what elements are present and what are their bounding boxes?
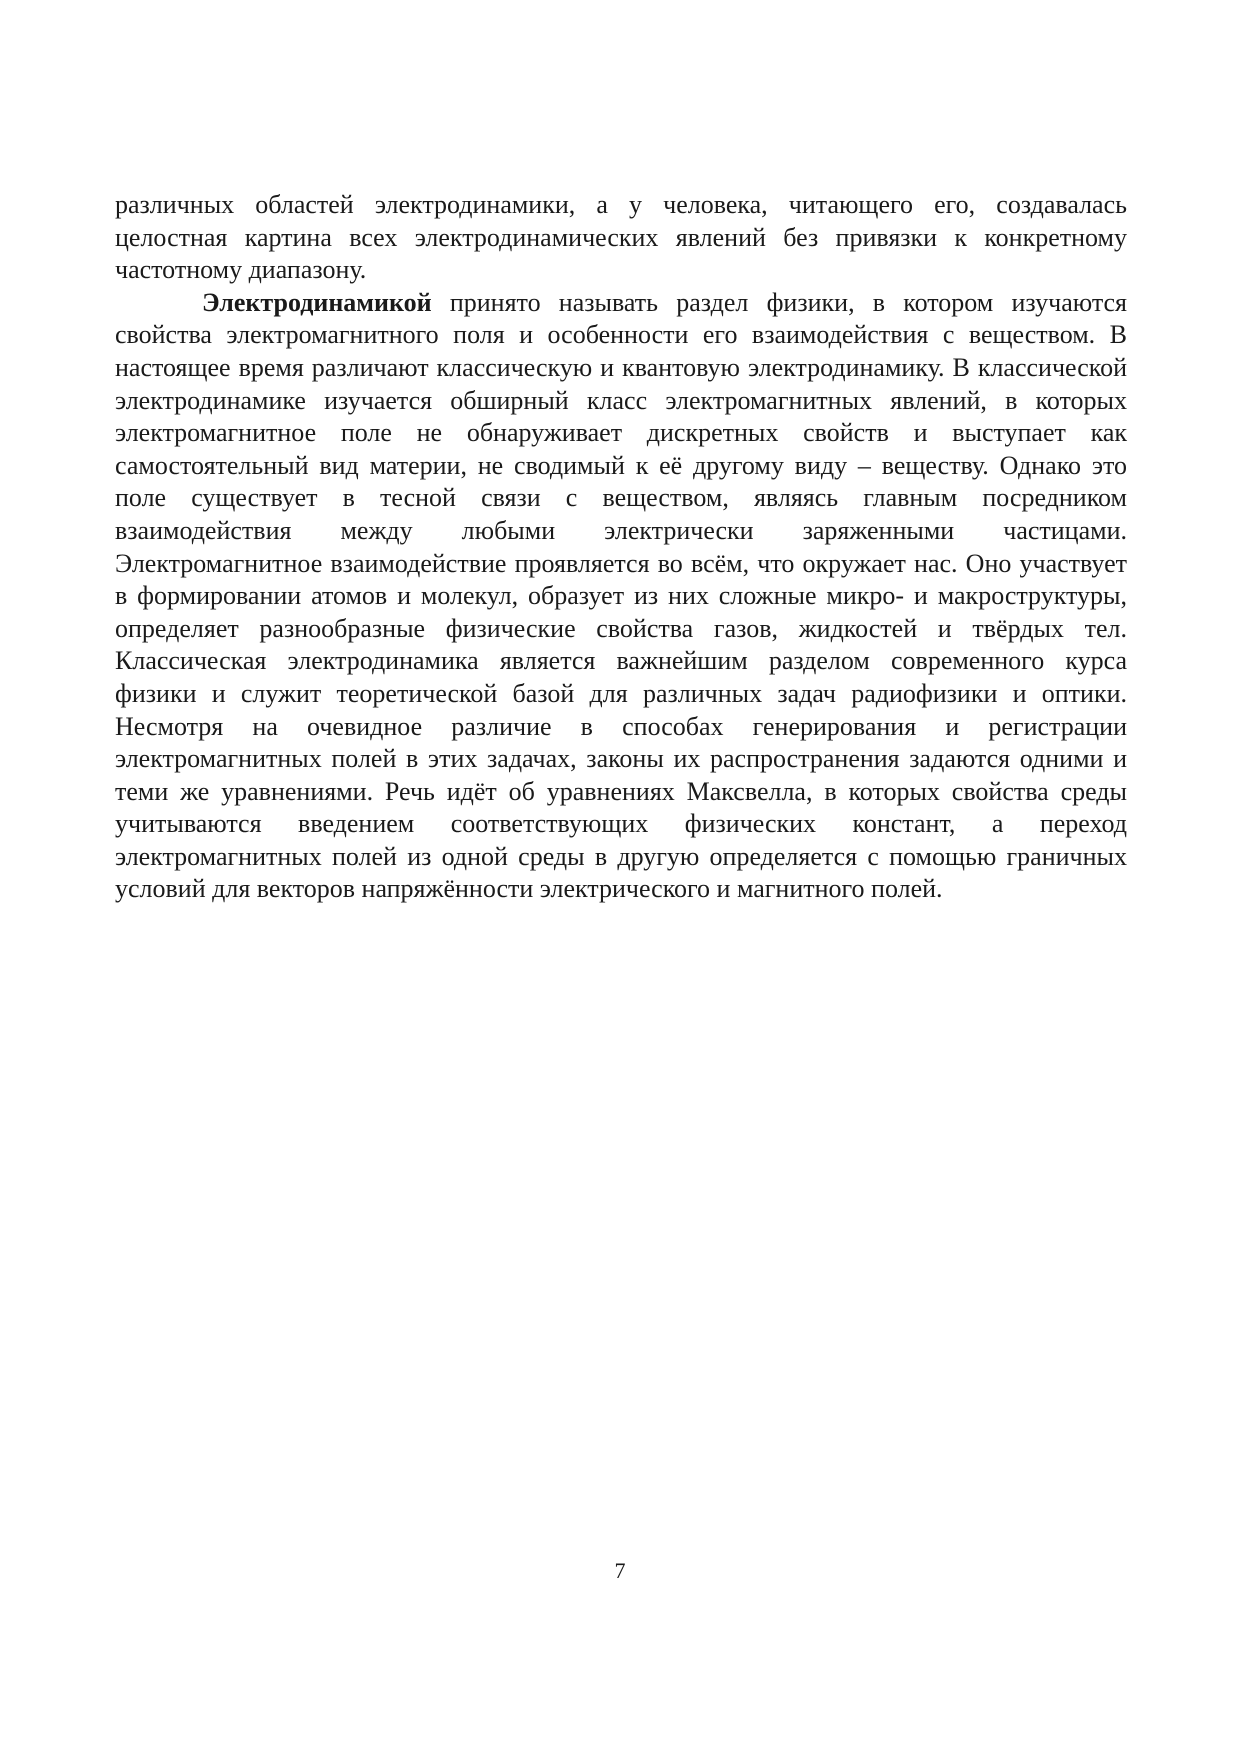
paragraph-electrodynamics-definition (115, 287, 1127, 906)
body-text (115, 189, 1127, 906)
defined-term: Электродинамикой (202, 287, 432, 317)
paragraph-text: различных областей электродинамики, а у человека, читающего его, создавалась целостная картина всех электродинамических явлений без привязки к конкретному частотному диапазону. (115, 190, 1127, 285)
page-number: 7 (614, 1558, 626, 1583)
paragraph-continuation (115, 189, 1127, 287)
paragraph-text: принято называть раздел физики, в котором изучаются свойства электромагнитного поля и особенности его взаимодействия с веществом. В настоящее время различают классическую и квантовую электродинамику. В классической электродинамике изучается обширный класс электромагнитных явлений, в которых электромагнитное поле не обнаруживает дискретных свойств и выступает как самостоятельный вид материи, не сводимый к её другому виду – веществу. Однако это поле существует в тесной связи с веществом, являясь главным посредником взаимодействия между любыми электрически заряженными частицами. Электромагнитное взаимодействие проявляется во всём, что окружает нас. Оно участвует в формировании атомов и молекул, образует из них сложные микро- и макроструктуры, определяет разнообразные физические свойства газов, жидкостей и твёрдых тел. Классическая электродинамика является важнейшим разделом современного курса физики и служит теоретической базой для различных задач радиофизики и оптики. Несмотря на очевидное различие в способах генерирования и регистрации электромагнитных полей в этих задачах, законы их распространения задаются одними и теми же уравнениями. Речь идёт об уравнениях Максвелла, в которых свойства среды учитываются введением соответствующих физических констант, а переход электромагнитных полей из одной среды в другую определяется с помощью граничных условий для векторов напряжённости электрического и магнитного полей. (115, 287, 1127, 904)
